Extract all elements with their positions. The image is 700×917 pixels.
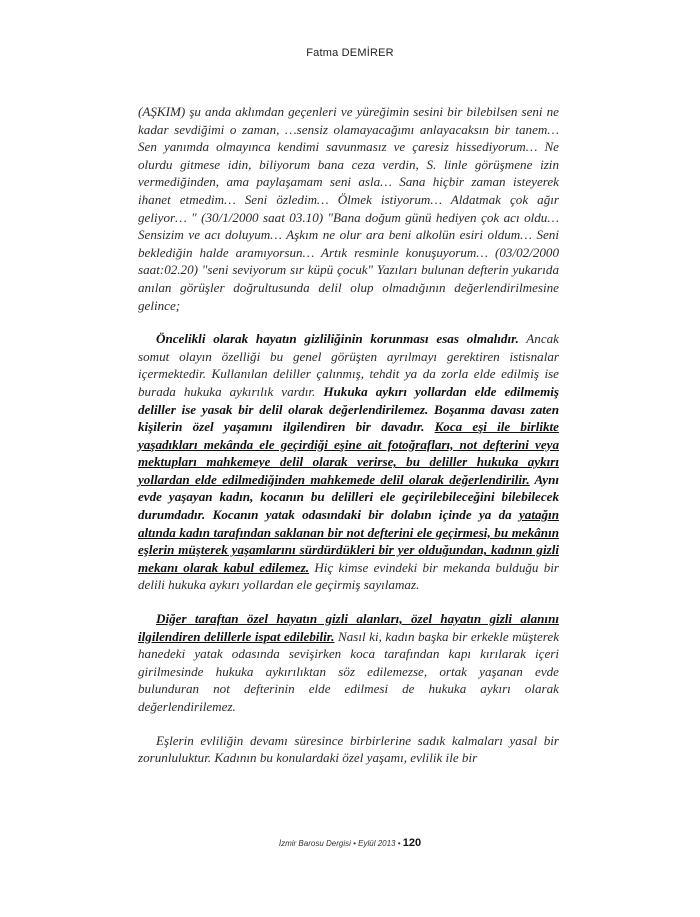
- text-exceptions: Ancak somut olayın özelliği bu genel görüşten ayrılmayı gerektiren istisnalar içermektedir. Kullanılan deliller çalınmış, tehdit ya da zorla elde edilmiş ise burada hukuka aykırılık vardır.: [138, 331, 559, 399]
- bold-statement-privacy: Öncelikli olarak hayatın gizliliğinin korunması esas olmalıdır.: [156, 331, 519, 347]
- paragraph-privacy-evidence: [138, 330, 559, 594]
- bold-statement-unlawful-evidence: Hukuka aykırı yollardan elde edilmemiş deliller ise yasak bir delil olarak değerlendirilemez. Boşanma davası zaten kişilerin özel yaşamını ilgilendiren bir davadır.: [138, 383, 559, 435]
- footer-journal: İzmir Barosu Dergisi • Eylül 2013 •: [278, 839, 403, 848]
- page-footer: [0, 837, 700, 849]
- text-no-one-unlawful: Hiç kimse evindeki bir mekanda bulduğu bir delili hukuka aykırı yollardan ele geçirmiş sayılamaz.: [138, 559, 560, 593]
- article-body: [138, 103, 559, 767]
- text-space: [424, 419, 434, 434]
- running-head-author: Fatma DEMİRER: [306, 47, 394, 59]
- page-number: 120: [402, 837, 422, 849]
- paragraph-quoted-diary: (AŞKIM) şu anda aklımdan geçenleri ve yüreğimin sesini bir bilebilsen seni ne kadar sevdiğimi o zaman, …sensiz olamayacağımı anlayacaksın bir tanem… Sen yanımda olmayınca kendimi savunmasız ve çaresiz hissediyorum… Ne olurdu gitmese idin, biliyorum bana ceza verdin, S. linle görüşmene izin vermediğinden, ama paylaşamam seni asla… Sana hiçbir zaman isteyerek ihanet etmedim… Seni özledim… Ölmek istiyorum… Aldatmak çok ağır geliyor… " (30/1/2000 saat 03.10) "Bana doğum günü hediyen çok acı oldu… Sensizim ve acı doluyum… Aşkım ne olur ara beni alkolün esiri oldum… Seni beklediğin halde aramıyorsun… Artık resminle konuşuyorum… (03/02/2000 saat:02.20) "seni seviyorum sır küpü çocuk" Yazıları bulunan defterin yukarıda anılan görüşler doğrultusunda delil olup olmadığının değerlendirilmesine gelince;: [138, 104, 559, 313]
- bold-statement-same-house: Aynı evde yaşayan kadın, kocanın bu delilleri ele geçirilebileceğini bilebilecek durumdadır. Kocanın yatak odasındaki bir dolabın içinde ya da: [138, 471, 559, 523]
- underlined-statement-husband-evidence: Koca eşi ile birlikte yaşadıkları mekânda ele geçirdiği eşine ait fotoğrafları, not defterini veya mektupları mahkemeye delil olarak verirse, bu deliller hukuka aykırı yollardan elde edilmediğinden mahkemede delil olarak değerlendirilir.: [138, 419, 559, 487]
- text-bedroom-example: Nasıl ki, kadın başka bir erkekle müşterek hanedeki yatak odasında sevişirken koca tarafından kapı kırılarak içeri girilmesinde hukuka aykırılıktan söz edilemezse, ortak yaşanan evde bulunduran not defterinin elde edilmesi de hukuka aykırı olarak değerlendirilemez.: [138, 628, 559, 714]
- underlined-statement-private-areas: Diğer taraftan özel hayatın gizli alanları, özel hayatın gizli alanını ilgilendiren delillerle ispat edilebilir.: [138, 611, 559, 644]
- paragraph-private-areas: [138, 610, 559, 716]
- paragraph-fidelity: Eşlerin evliliğin devamı süresince birbirlerine sadık kalmaları yasal bir zorunluluktur. Kadının bu konulardaki özel yaşamı, evlilik ile bir: [138, 732, 559, 766]
- underlined-statement-notebook: yatağın altında kadın tarafından saklanan bir not defterini ele geçirmesi, bu mekânın eşlerin müşterek yaşamlarını sürdürdükleri bir yer olduğundan, kadının gizli mekanı olarak kabul edilemez.: [138, 507, 559, 575]
